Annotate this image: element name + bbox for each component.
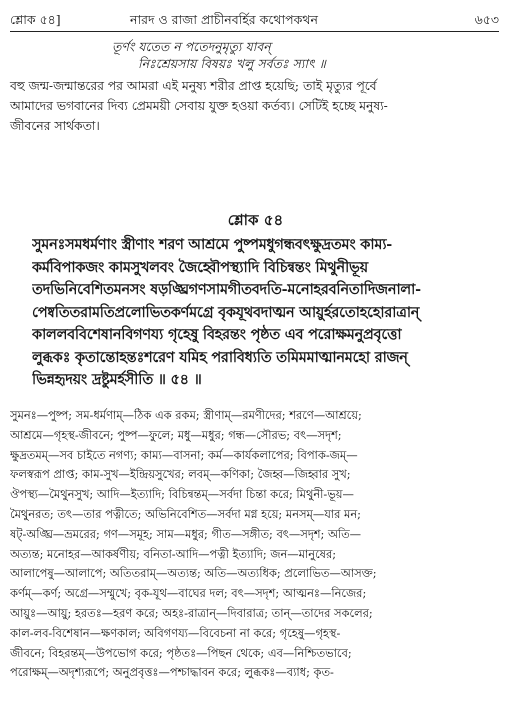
glossary-line: আলাপেষু—আলাপে; অতিতরাম্—অত্যন্ত; অতি—অত্যধিক; প্রলোভিত—আসক্ত; [10, 566, 377, 581]
purport-paragraph [10, 76, 499, 136]
verse-line: কর্মবিপাকজং কামসুখলবং জৈহ্বৌপস্থ্যাদি বিচিন্বন্তং মিথুনীভূয় [32, 258, 368, 276]
glossary-line: অত্যন্ত; মনোহর—আকর্ষণীয়; বনিতা-আদি—পত্নী ইত্যাদি; জন—মানুষের; [10, 546, 337, 561]
running-header [10, 10, 499, 30]
glossary-line: আয়ুঃ—আয়ু; হরতঃ—হরণ করে; অহঃ-রাত্রান্—দিবারাত্র; তান্—তাদের সকলের; [10, 605, 373, 620]
header-divider [10, 31, 499, 32]
page-number: ৬৫৩ [474, 12, 499, 27]
purport-line: বহু জন্ম-জন্মান্তরের পর আমরা এই মনুষ্য শরীর প্রাপ্ত হয়েছি; তাই মৃত্যুর পূর্বে [10, 79, 377, 93]
sanskrit-line: নিঃশ্রেয়সায় বিষয়ঃ খলু সর্বতঃ স্যাৎ ॥ [138, 56, 326, 71]
verse-line: লুব্ধকঃ কৃতান্তোহন্তঃশরেণ যমিহ পরাবিধ্যতি তমিমমাত্মানমহো রাজন্ [32, 348, 408, 366]
glossary-line: কর্ণম্—কর্ণ; অগ্রে—সম্মুখে; বৃক-যূথ—বাঘের দল; বৎ—সদৃশ; আত্মনঃ—নিজের; [10, 586, 367, 601]
sanskrit-line: তূর্ণং যতেত ন পতেদনুমৃত্যু যাবন্ [112, 39, 271, 54]
glossary-line: মৈথুনরত; তৎ—তার পত্নীতে; অভিনিবেশিত—সর্বদা মগ্ন হয়ে; মনসম্—যার মন; [10, 506, 361, 521]
verse-title: শ্লোক ৫৪ [227, 211, 284, 229]
glossary-line: ফলস্বরূপ প্রাপ্ত; কাম-সুখ—ইন্দ্রিয়সুখের; লবম্—কণিকা; জৈহ্ব—জিহ্বার সুখ; [10, 467, 351, 482]
purport-line: আমাদের ভগবানের দিব্য প্রেমময়ী সেবায় যুক্ত হওয়া কর্তব্য। সেটিই হচ্ছে মনুষ্য- [10, 99, 388, 113]
verse-line: সুমনঃসমধর্মণাং স্ত্রীণাং শরণ আশ্রমে পুষ্পমধুগন্ধবৎক্ষুদ্রতমং কাম্য- [32, 236, 393, 253]
verse-text [32, 234, 499, 392]
glossary-line: পরোক্ষম্—অদৃশ্যরূপে; অনুপ্রবৃত্তঃ—পশ্চাদ্ধাবন করে; লুব্ধকঃ—ব্যাধ; কৃত- [10, 665, 334, 680]
verse-line: তদভিনিবেশিতমনসং ষড়ঙ্ঘ্রিগণসামগীতবদতি-মনোহরবনিতাদিজনালা- [32, 281, 421, 298]
glossary-line: সুমনঃ—পুষ্প; সম-ধর্মণাম্—ঠিক এক রকম; স্ত্রীণাম্—রমণীদের; শরণে—আশ্রয়ে; [10, 408, 362, 422]
verse-line: কাললববিশেষানবিগণয্য গৃহেষু বিহরন্তং পৃষ্ঠত এব পরোক্ষমনুপ্রবৃত্তো [32, 326, 402, 343]
glossary-line: ঔপস্থ্য—মৈথুনসুখ; আদি—ইত্যাদি; বিচিন্বন্তম্—সর্বদা চিন্তা করে; মিথুনী-ভূয়— [10, 487, 354, 502]
verse-line: ভিন্নহৃদয়ং দ্রষ্টুমর্হসীতি ॥ ৫৪ ॥ [32, 371, 202, 388]
glossary-line: কাল-লব-বিশেষান—ক্ষণকাল; অবিগণয্য—বিবেচনা না করে; গৃহেষু—গৃহস্থ- [10, 625, 341, 640]
glossary-line: জীবনে; বিহরন্তম্—উপভোগ করে; পৃষ্ঠতঃ—পিছন থেকে; এব—নিশ্চিতভাবে; [10, 645, 352, 660]
chapter-title: নারদ ও রাজা প্রাচীনবর্হির কথোপকথন [130, 12, 318, 27]
glossary-line: ক্ষুদ্রতমম্—সব চাইতে নগণ্য; কাম্য—বাসনা; কর্ম—কার্যকলাপের; বিপাক-জম্— [10, 447, 358, 462]
glossary-line: আশ্রমে—গৃহস্থ-জীবনে; পুষ্প—ফুলে; মধু—মধুর; গন্ধ—সৌরভ; বৎ—সদৃশ; [10, 427, 342, 442]
verse-reference: শ্লোক ৫৪] [10, 12, 61, 27]
glossary-line: ষট্-অঙ্ঘ্রি—ভ্রমরের; গণ—সমূহ; সাম—মধুর; গীত—সঙ্গীত; বৎ—সদৃশ; অতি— [10, 526, 362, 541]
verse-line: পেষ্বতিতরামতিপ্রলোভিতকর্ণমগ্রে বৃকযূথবদাত্মন আয়ুর্হরতোহহোরাত্রান্ [32, 303, 420, 321]
purport-line: জীবনের সার্থকতা। [10, 119, 100, 133]
word-for-word-glossary [10, 406, 499, 683]
sanskrit-quote [112, 38, 492, 72]
